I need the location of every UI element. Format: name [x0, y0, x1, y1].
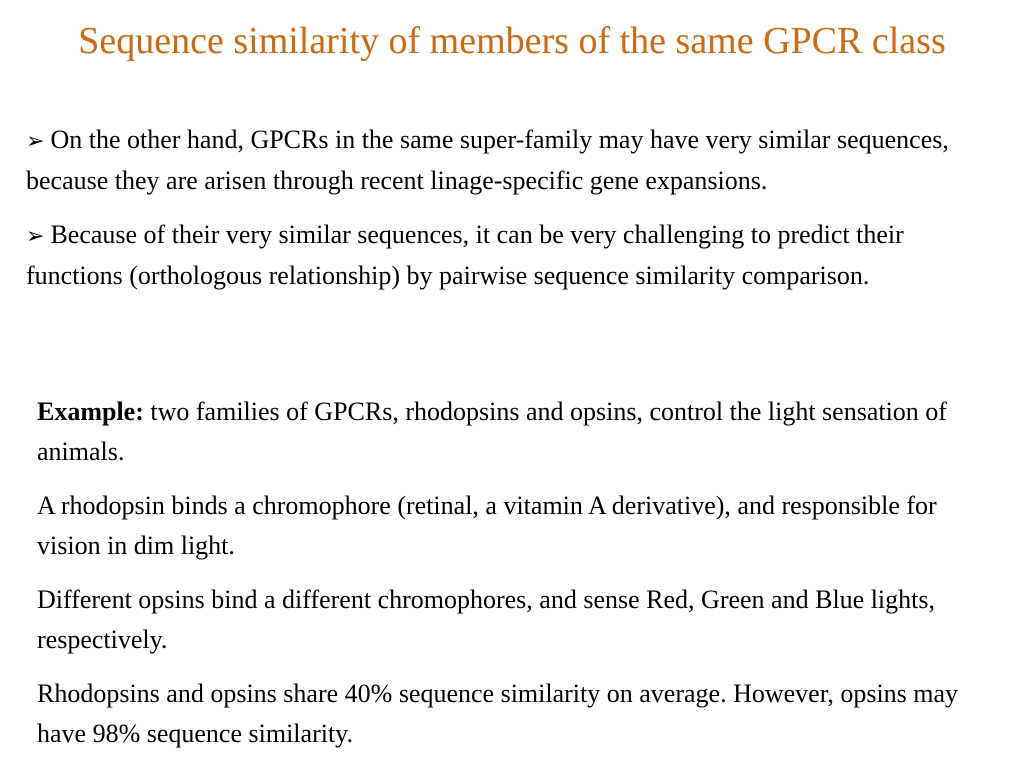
- example-label: Example:: [37, 397, 144, 426]
- arrow-bullet-icon: ➢: [26, 223, 45, 248]
- bullet-item: [26, 120, 1001, 201]
- arrow-bullet-icon: ➢: [26, 128, 45, 153]
- bullet-text: Because of their very similar sequences, it can be very challenging to predict their functions (orthologous relationship) by pairwise sequence similarity comparison.: [26, 220, 904, 290]
- bullet-text: On the other hand, GPCRs in the same super-family may have very similar sequences, because they are arisen through recent linage-specific gene expansions.: [26, 125, 949, 195]
- slide-title: Sequence similarity of members of the same GPCR class: [78, 20, 946, 62]
- bullet-list: [26, 120, 1001, 310]
- similarity-paragraph: Rhodopsins and opsins share 40% sequence similarity on average. However, opsins may have 98% sequence similarity.: [37, 679, 959, 748]
- opsins-paragraph: Different opsins bind a different chromophores, and sense Red, Green and Blue lights, respectively.: [37, 585, 935, 654]
- rhodopsin-paragraph: A rhodopsin binds a chromophore (retinal, a vitamin A derivative), and responsible for vision in dim light.: [37, 491, 937, 560]
- example-paragraph: [37, 392, 1005, 472]
- example-section: [37, 392, 1005, 768]
- bullet-item: [26, 215, 1001, 296]
- example-text: two families of GPCRs, rhodopsins and opsins, control the light sensation of animals.: [37, 397, 947, 466]
